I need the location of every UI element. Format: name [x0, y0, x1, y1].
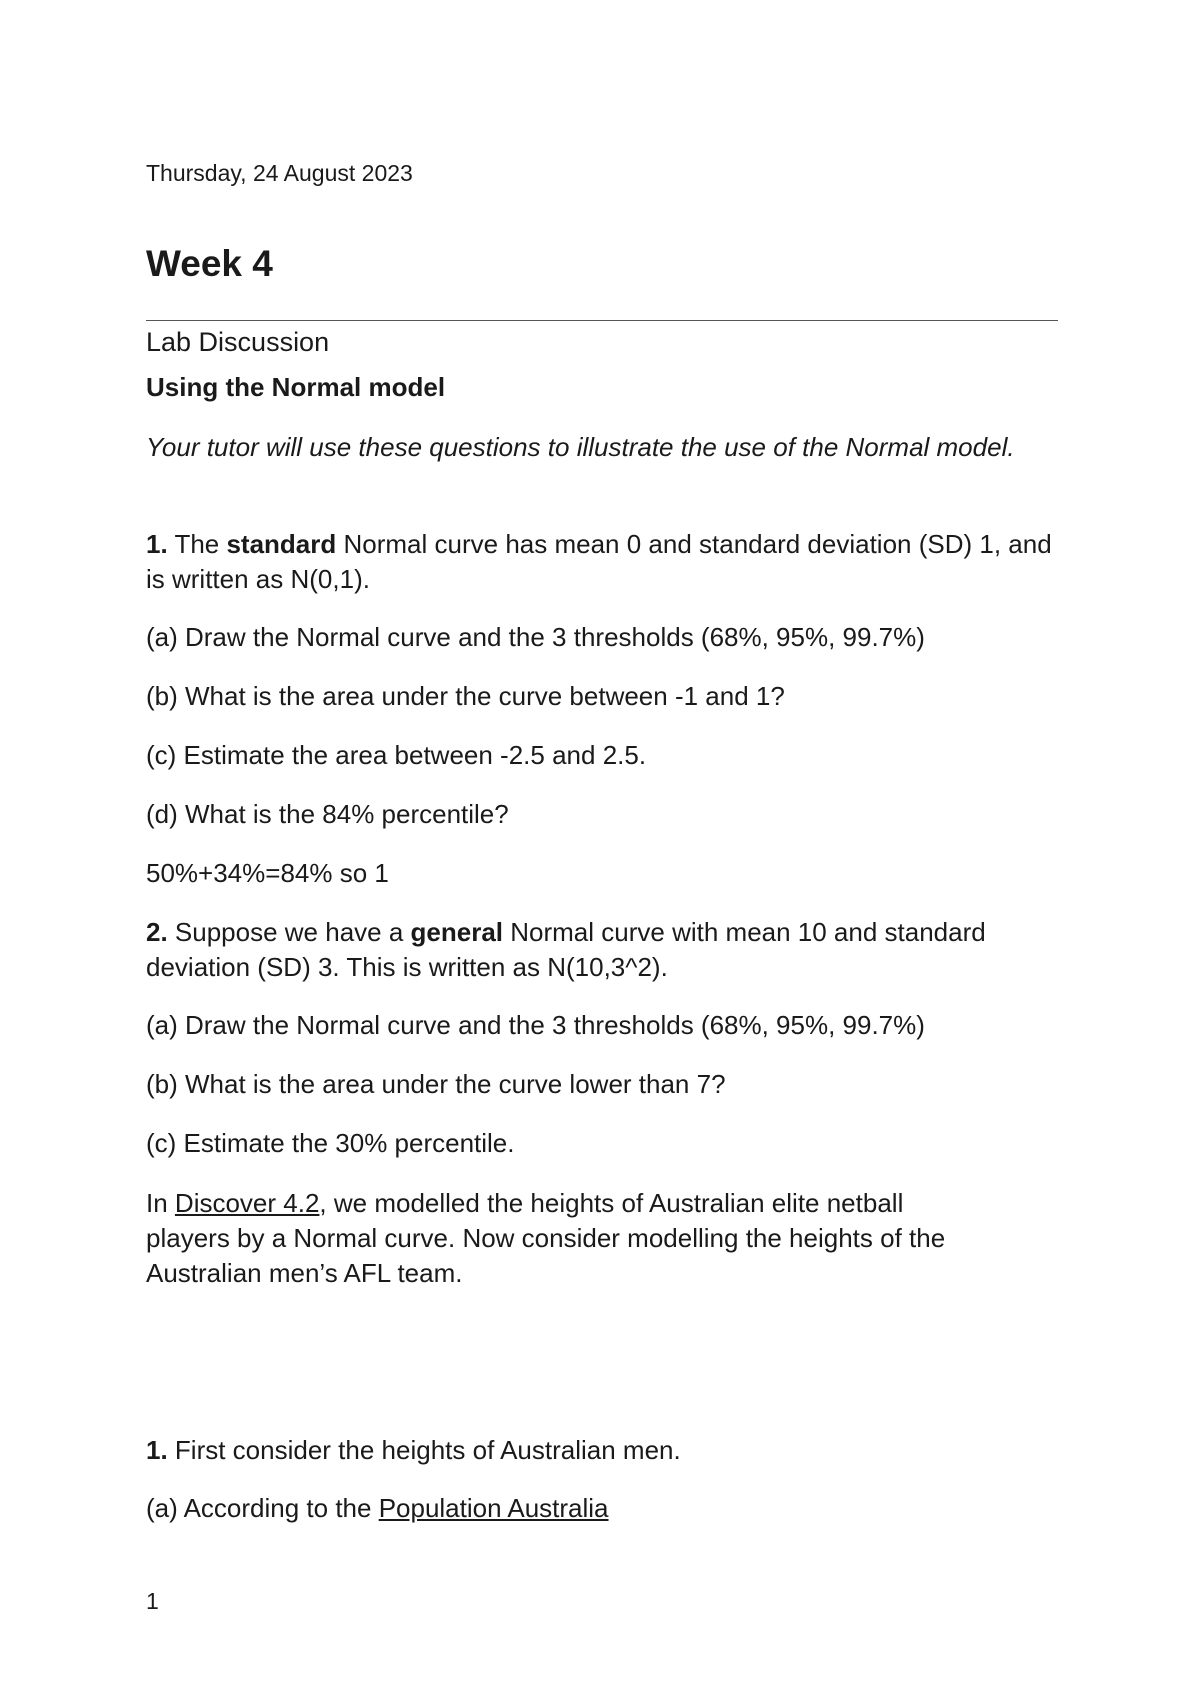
- question-1a: (a) Draw the Normal curve and the 3 thresholds (68%, 95%, 99.7%): [146, 622, 925, 652]
- intro-text: Your tutor will use these questions to illustrate the use of the Normal model.: [146, 432, 1015, 462]
- discover-link[interactable]: Discover 4.2: [174, 1188, 320, 1218]
- question-2a: (a) Draw the Normal curve and the 3 thresholds (68%, 95%, 99.7%): [146, 1010, 925, 1040]
- question-text: (a) According to the: [146, 1493, 379, 1523]
- question-text: Normal curve with mean 10 and standard deviation (SD) 3. This is written as N(10,3^2).: [146, 917, 986, 982]
- paragraph-text: , we modelled the heights of Australian elite netball players by a Normal curve. Now consider modelling the heights of the Australian men’s AFL team.: [146, 1188, 946, 1288]
- question-text: Suppose we have a: [167, 917, 411, 947]
- question-text: Normal curve has mean 0 and standard deviation (SD) 1, and is written as N(0,1).: [146, 529, 1052, 594]
- emphasis: general: [410, 917, 504, 947]
- question-1d: (d) What is the 84% percentile?: [146, 799, 509, 829]
- discover-paragraph: [146, 1186, 986, 1291]
- population-australia-link[interactable]: Population Australia: [378, 1493, 609, 1523]
- page-title: Week 4: [146, 243, 273, 284]
- question-3a: [146, 1491, 1076, 1526]
- question-number: 1.: [146, 529, 168, 559]
- question-text: The: [167, 529, 227, 559]
- question-2: [146, 915, 1076, 985]
- paragraph-text: In: [146, 1188, 175, 1218]
- answer-1d: 50%+34%=84% so 1: [146, 858, 389, 888]
- question-2b: (b) What is the area under the curve lower than 7?: [146, 1069, 726, 1099]
- emphasis: standard: [226, 529, 337, 559]
- question-1b: (b) What is the area under the curve between -1 and 1?: [146, 681, 785, 711]
- question-number: 1.: [146, 1435, 168, 1465]
- subtitle: Using the Normal model: [146, 372, 446, 402]
- divider: [146, 320, 1058, 321]
- date: Thursday, 24 August 2023: [146, 160, 413, 186]
- question-1: [146, 527, 1076, 597]
- question-text: First consider the heights of Australian men.: [167, 1435, 681, 1465]
- question-1c: (c) Estimate the area between -2.5 and 2.5.: [146, 740, 647, 770]
- question-number: 2.: [146, 917, 168, 947]
- section-heading: Lab Discussion: [146, 327, 330, 357]
- question-3: [146, 1433, 1076, 1468]
- page-number: 1: [146, 1588, 159, 1614]
- question-2c: (c) Estimate the 30% percentile.: [146, 1128, 515, 1158]
